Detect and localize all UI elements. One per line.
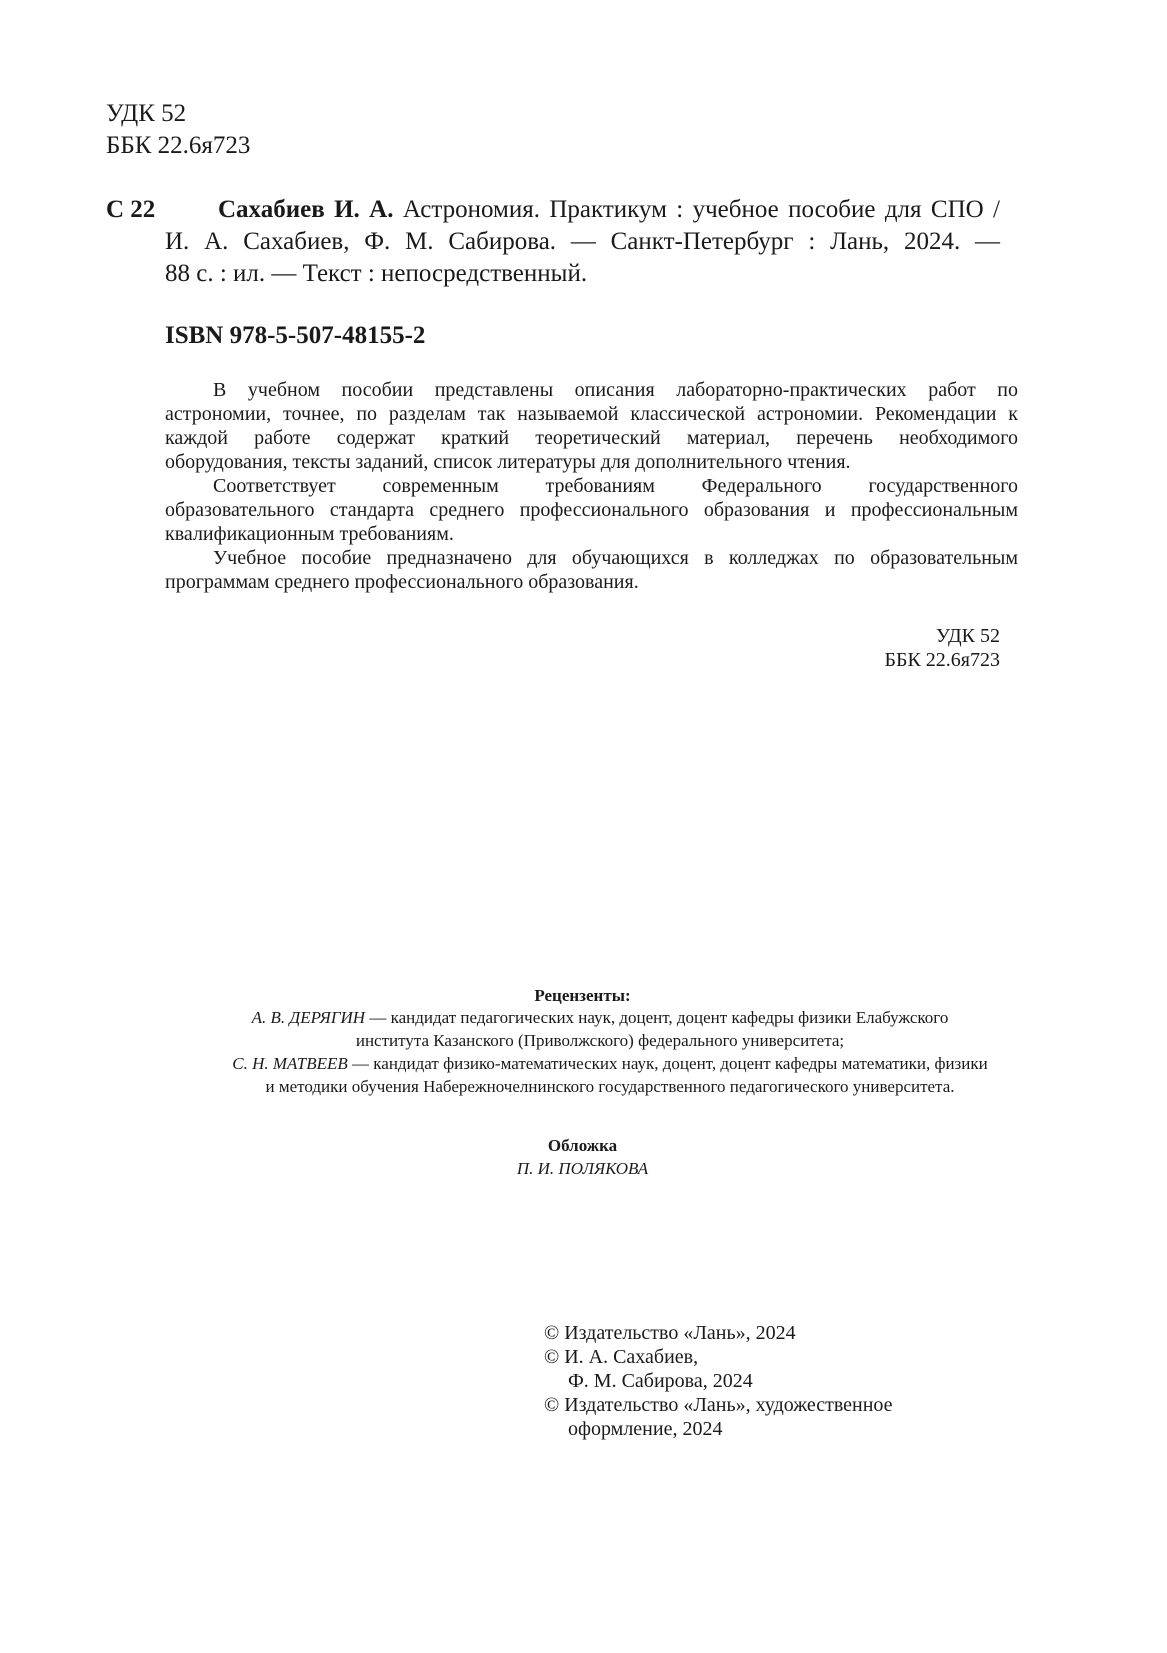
annotation-line: программам среднего профессионального образования. bbox=[165, 571, 639, 593]
biblio-line-2: И. А. Сахабиев, Ф. М. Сабирова. — Санкт-Петербург : Лань, 2024. — bbox=[165, 228, 1000, 255]
annotation bbox=[165, 378, 1018, 594]
reviewer-2-line-1 bbox=[130, 1052, 1090, 1075]
biblio-line-1 bbox=[218, 194, 1000, 226]
biblio-author: Сахабиев И. А. bbox=[218, 196, 394, 223]
reviewer-1-name: А. В. ДЕРЯГИН bbox=[251, 1008, 366, 1027]
reviewer-2-name: С. Н. МАТВЕЕВ bbox=[232, 1054, 348, 1073]
annotation-line: оборудования, тексты заданий, список литературы для дополнительного чтения. bbox=[165, 451, 851, 473]
annotation-line: квалификационным требованиям. bbox=[165, 523, 454, 545]
copyright-5: оформление, 2024 bbox=[568, 1418, 723, 1440]
reviewers-title: Рецензенты: bbox=[534, 986, 631, 1005]
header-bbk: ББК 22.6я723 bbox=[106, 132, 251, 159]
copyright-2: © И. А. Сахабиев, bbox=[544, 1346, 699, 1368]
reviewer-2-desc: — кандидат физико-математических наук, доцент, доцент кафедры математики, физики bbox=[347, 1054, 988, 1073]
index-bbk: ББК 22.6я723 bbox=[884, 649, 1000, 671]
cover-designer: П. И. ПОЛЯКОВА bbox=[516, 1159, 649, 1178]
annotation-line: В учебном пособии представлены описания лабораторно-практических работ по bbox=[213, 379, 1018, 401]
header-udk: УДК 52 bbox=[106, 100, 187, 127]
index-udk: УДК 52 bbox=[935, 625, 1000, 647]
reviewer-2-line-2: и методики обучения Набережночелнинского государственного педагогического университета. bbox=[265, 1077, 955, 1096]
annotation-line: Соответствует современным требованиям Федерального государственного bbox=[213, 475, 1018, 497]
annotation-line: образовательного стандарта среднего профессионального образования и профессиональным bbox=[165, 499, 1018, 521]
reviewer-1-line-1 bbox=[150, 1006, 1050, 1029]
isbn: ISBN 978-5-507-48155-2 bbox=[165, 322, 426, 349]
annotation-line: астрономии, точнее, по разделам так называемой классической астрономии. Рекомендации к bbox=[165, 403, 1018, 425]
annotation-line: каждой работе содержат краткий теоретический материал, перечень необходимого bbox=[165, 427, 1018, 449]
reviewer-1-line-2: института Казанского (Приволжского) федерального университета; bbox=[355, 1031, 845, 1050]
copyright-4: © Издательство «Лань», художественное bbox=[544, 1394, 893, 1416]
cover-title: Обложка bbox=[547, 1136, 618, 1155]
biblio-line-3: 88 с. : ил. — Текст : непосредственный. bbox=[165, 260, 588, 287]
annotation-line: Учебное пособие предназначено для обучающихся в колледжах по образовательным bbox=[213, 547, 1018, 569]
author-mark: С 22 bbox=[106, 196, 156, 223]
copyright-3: Ф. М. Сабирова, 2024 bbox=[568, 1370, 753, 1392]
biblio-title: Астрономия. Практикум : учебное пособие для СПО / bbox=[402, 196, 1001, 223]
reviewer-1-desc: — кандидат педагогических наук, доцент, доцент кафедры физики Елабужского bbox=[365, 1008, 949, 1027]
copyright-1: © Издательство «Лань», 2024 bbox=[544, 1322, 796, 1344]
